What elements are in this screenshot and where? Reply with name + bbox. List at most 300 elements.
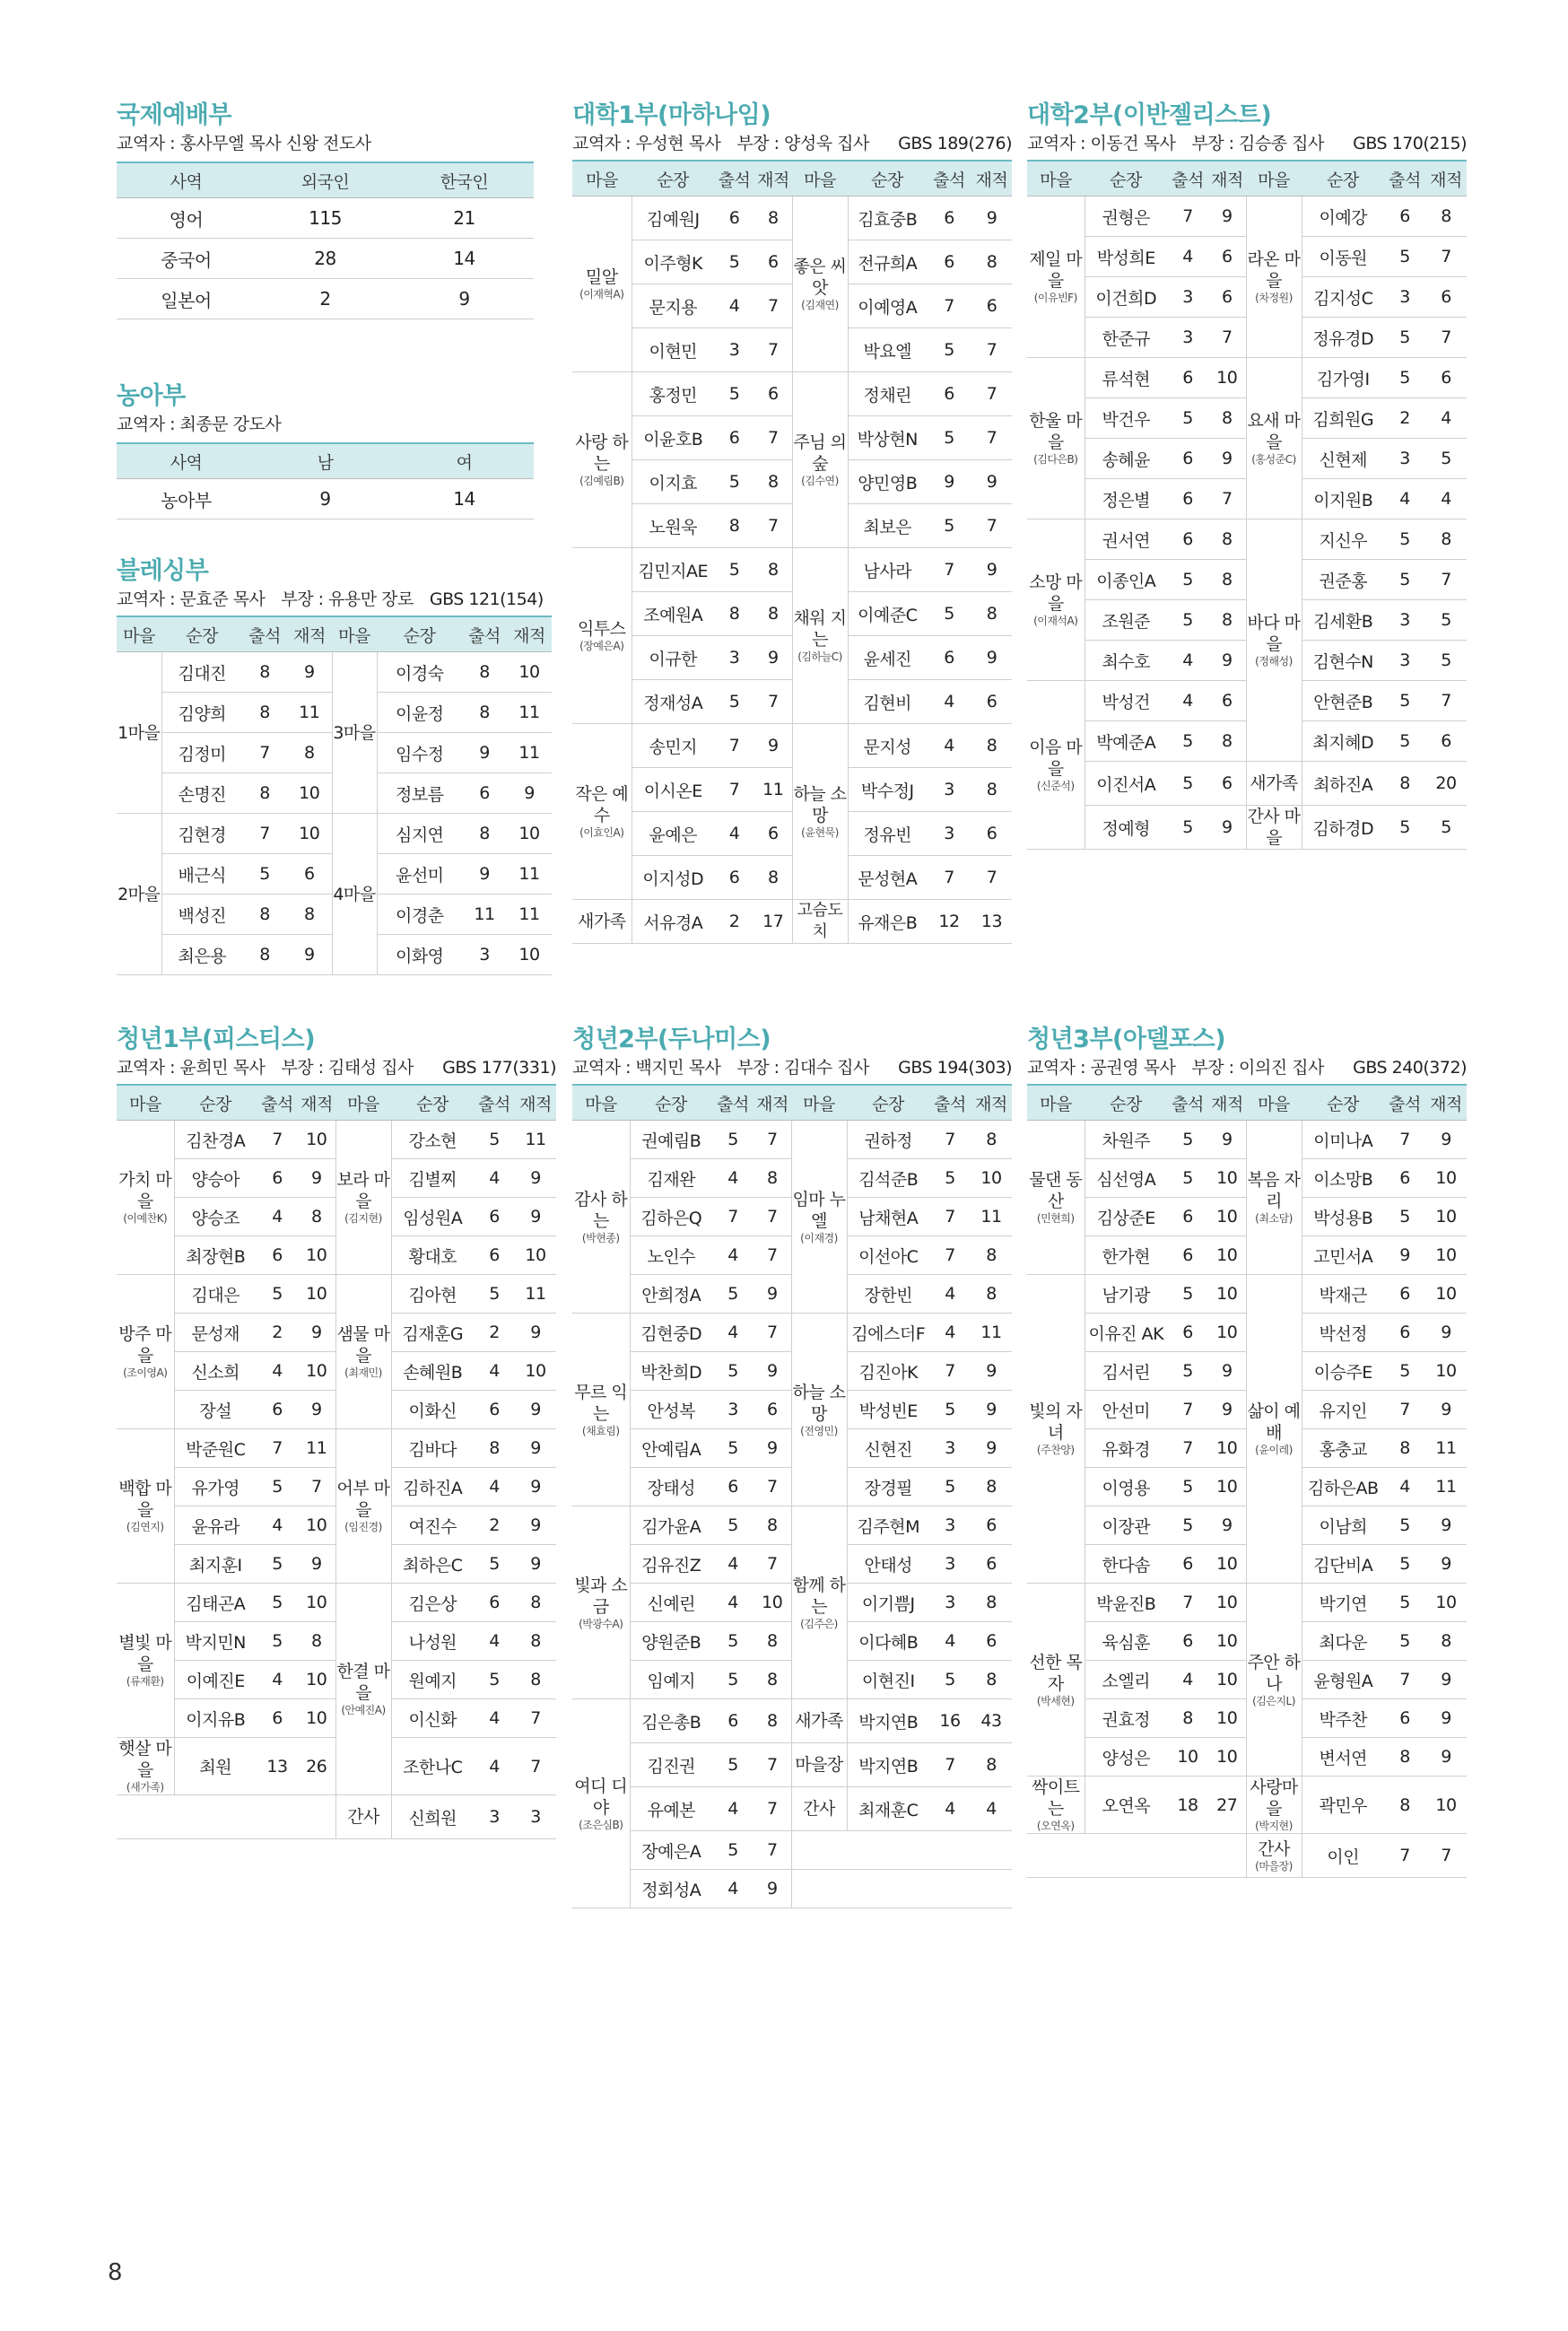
cell: 박성희E: [1085, 237, 1167, 277]
cell: 21: [395, 198, 534, 239]
cell: 7: [1384, 1121, 1425, 1159]
cell: 이화영: [377, 935, 462, 975]
cell: 13: [257, 1738, 298, 1795]
cell: 9: [515, 1391, 556, 1429]
cell: 10: [1208, 1314, 1246, 1352]
cell: 8: [971, 1584, 1012, 1622]
cell: 5: [714, 460, 754, 504]
cell: 김대은: [174, 1275, 257, 1314]
cell: 10: [515, 1352, 556, 1391]
village-leader: (김은지L): [1252, 1694, 1295, 1707]
cell: 11: [507, 895, 552, 935]
cell: 6: [754, 372, 792, 416]
cell: 9: [754, 1870, 791, 1908]
cell: 이윤호B: [632, 416, 714, 460]
cell: 정보름: [377, 773, 462, 814]
table-row: [572, 1699, 1012, 1743]
village-cell: [1246, 1275, 1302, 1584]
village-cell: [117, 1121, 174, 1275]
gbs-count: GBS 170(215): [1353, 134, 1467, 153]
cell: 5: [927, 416, 971, 460]
table-row: [1027, 519, 1467, 560]
section-staff: [117, 587, 552, 612]
cell: 9: [515, 1545, 556, 1584]
empty-cell: [117, 1795, 174, 1839]
cell: 9: [1208, 1352, 1246, 1391]
staff-pastor: 교역자 : 윤희민 목사: [117, 1058, 266, 1078]
cell: 6: [1384, 1275, 1425, 1314]
cell: 백성진: [161, 895, 242, 935]
cell: 43: [971, 1699, 1012, 1743]
village-cell: [791, 1314, 847, 1506]
cell: 이주형K: [632, 240, 714, 284]
cell: 16: [929, 1699, 971, 1743]
village-name: 간사 마을: [1247, 807, 1301, 848]
cell: 5: [712, 1743, 754, 1787]
village-leader: (차정원): [1255, 292, 1293, 304]
cell: 윤유라: [174, 1506, 257, 1545]
cell: 7: [257, 1121, 298, 1159]
cell: 8: [971, 1743, 1012, 1787]
cell: 김현경: [161, 814, 242, 854]
col-header: 재적: [971, 1085, 1012, 1121]
cell: 5: [929, 1661, 971, 1699]
cell: 권준홍: [1302, 560, 1384, 600]
village-cell: [791, 1506, 847, 1699]
cell: 5: [1167, 806, 1208, 850]
cell: 11: [287, 693, 332, 733]
cell: 최하은C: [391, 1545, 474, 1584]
cell: 변서연: [1302, 1738, 1384, 1777]
cell: 10: [1425, 1159, 1467, 1198]
cell: 한다솜: [1085, 1545, 1167, 1584]
cell: 나성원: [391, 1622, 474, 1661]
cell: 윤예은: [632, 812, 714, 856]
cell: 6: [927, 240, 971, 284]
col-header: 출석: [929, 1085, 971, 1121]
cell: 정은별: [1085, 479, 1167, 519]
village-leader: (최소담): [1255, 1212, 1293, 1225]
village-leader: (김재연): [801, 299, 839, 311]
cell: 7: [971, 416, 1012, 460]
cell: 4: [714, 812, 754, 856]
cell: 7: [929, 1236, 971, 1275]
cell: 5: [474, 1545, 515, 1584]
cell: 김가윤A: [630, 1506, 712, 1545]
cell: 서유경A: [632, 900, 714, 944]
cell: 김효중B: [848, 196, 927, 240]
cell: 6: [1384, 1159, 1425, 1198]
cell: 박준원C: [174, 1429, 257, 1468]
cell: 7: [515, 1699, 556, 1738]
cell: 6: [462, 773, 507, 814]
cell: 양승아: [174, 1159, 257, 1198]
cell: 정재성A: [632, 680, 714, 724]
cell: 5: [1167, 1121, 1208, 1159]
cell: 홍충교: [1302, 1429, 1384, 1468]
cell: 7: [754, 1468, 791, 1506]
village-leader: (김다은B): [1033, 453, 1078, 466]
cell: 4: [929, 1314, 971, 1352]
cell: 9: [1208, 806, 1246, 850]
cell: 10: [1208, 1468, 1246, 1506]
cell: 6: [712, 1468, 754, 1506]
cell: 5: [257, 1275, 298, 1314]
cell: 10: [1425, 1275, 1467, 1314]
cell: 7: [754, 1121, 791, 1159]
village-cell: [572, 548, 632, 724]
village-name: 새가족: [795, 1711, 843, 1731]
cell: 10: [971, 1159, 1012, 1198]
cell: 8: [971, 1236, 1012, 1275]
village-cell: [335, 1121, 391, 1275]
cell: 이지성D: [632, 856, 714, 900]
village-name: 싹이트는: [1031, 1777, 1080, 1819]
cell: 5: [927, 504, 971, 548]
staff-pastor: 교역자 : 우성현 목사: [572, 134, 721, 153]
village-name: 한결 마을: [336, 1662, 390, 1703]
village-leader: (임진경): [344, 1521, 382, 1533]
cell: 조한나C: [391, 1738, 474, 1795]
cell: 박윤진B: [1085, 1584, 1167, 1622]
cell: 9: [1425, 1738, 1467, 1777]
table-row: [1027, 1777, 1467, 1834]
cell: 송혜윤: [1085, 439, 1167, 479]
village-cell: [1246, 1834, 1302, 1878]
cell: 9: [287, 652, 332, 693]
cell: 전규희A: [848, 240, 927, 284]
cell: 이화신: [391, 1391, 474, 1429]
section-staff: 교역자 : 최종문 강도사: [117, 415, 282, 434]
cell: 김진아K: [847, 1352, 929, 1391]
cell: 안현준B: [1302, 681, 1384, 721]
cell: 장한빈: [847, 1275, 929, 1314]
cell: 박기연: [1302, 1584, 1384, 1622]
cell: 임성원A: [391, 1198, 474, 1236]
cell: 3: [929, 1429, 971, 1468]
table-row: [572, 900, 1012, 944]
village-name: 복음 자리: [1247, 1170, 1301, 1211]
cell: 4: [929, 1275, 971, 1314]
cell: 7: [515, 1738, 556, 1795]
cell: 11: [515, 1121, 556, 1159]
cell: 8: [1167, 1699, 1208, 1738]
village-cell: [117, 1275, 174, 1429]
gbs-count: GBS 121(154): [429, 589, 544, 609]
cell: 10: [298, 1699, 335, 1738]
cell: 8: [971, 768, 1012, 812]
youth2-table: [572, 1084, 1012, 1908]
village-cell: [1246, 519, 1302, 762]
village-leader: (장예은A): [579, 640, 624, 652]
cell: 5: [712, 1831, 754, 1870]
cell: 박수정J: [848, 768, 927, 812]
cell: 9: [1425, 1391, 1467, 1429]
cell: 정예형: [1085, 806, 1167, 850]
cell: 5: [712, 1121, 754, 1159]
cell: 이기쁨J: [847, 1584, 929, 1622]
cell: 손명진: [161, 773, 242, 814]
village-leader: (조은심B): [579, 1818, 623, 1831]
cell: 9: [1208, 1121, 1246, 1159]
cell: 9: [1384, 1236, 1425, 1275]
blessing-section: [117, 556, 552, 975]
cell: 이규한: [632, 636, 714, 680]
cell: 9: [515, 1314, 556, 1352]
col-header: 재적: [287, 616, 332, 652]
cell: 장예은A: [630, 1831, 712, 1870]
cell: 7: [754, 1545, 791, 1584]
cell: 13: [971, 900, 1012, 944]
cell: 8: [298, 1198, 335, 1236]
cell: 3: [714, 636, 754, 680]
cell: 육심훈: [1085, 1622, 1167, 1661]
cell: 이인: [1302, 1834, 1384, 1878]
cell: 8: [242, 652, 287, 693]
cell: 남사라: [848, 548, 927, 592]
cell: 박재근: [1302, 1275, 1384, 1314]
village-leader: (이효인A): [579, 826, 624, 839]
cell: 곽민우: [1302, 1777, 1384, 1834]
col-header: 출석: [474, 1085, 515, 1121]
cell: 9: [1208, 641, 1246, 681]
village-cell: [572, 196, 632, 372]
cell: 4마을: [332, 814, 377, 975]
village-cell: [792, 724, 848, 900]
col-header: 사역: [117, 443, 256, 479]
col-header: 순장: [847, 1085, 929, 1121]
cell: 6: [1167, 1236, 1208, 1275]
cell: 9: [1208, 439, 1246, 479]
table-row: [1027, 806, 1467, 850]
cell: 5: [1167, 1352, 1208, 1391]
cell: 9: [1425, 1121, 1467, 1159]
cell: 4: [929, 1787, 971, 1831]
youth3-section: [1027, 1025, 1467, 1878]
village-cell: [791, 1699, 847, 1743]
village-cell: [792, 196, 848, 372]
cell: 8: [754, 1622, 791, 1661]
village-name: 삶이 예배: [1247, 1401, 1301, 1443]
section-staff: [1027, 1055, 1467, 1080]
col-header: 재적: [754, 161, 792, 196]
cell: 28: [256, 239, 395, 279]
cell: 농아부: [117, 479, 256, 519]
village-leader: (김수연): [801, 475, 839, 487]
cell: 6: [257, 1391, 298, 1429]
cell: 9: [507, 773, 552, 814]
cell: 3: [1384, 439, 1425, 479]
cell: 이승주E: [1302, 1352, 1384, 1391]
cell: 10: [754, 1584, 791, 1622]
page-number: 8: [108, 2259, 123, 2286]
col-header: 순장: [848, 161, 927, 196]
cell: 노원욱: [632, 504, 714, 548]
cell: 김단비A: [1302, 1545, 1384, 1584]
cell: 8: [754, 1506, 791, 1545]
col-header: 출석: [1384, 161, 1425, 196]
empty-cell: [791, 1870, 847, 1908]
cell: 이경숙: [377, 652, 462, 693]
cell: 3: [1384, 277, 1425, 318]
cell: 정회성A: [630, 1870, 712, 1908]
cell: 11: [507, 693, 552, 733]
deaf-section: [117, 381, 534, 519]
cell: 영어: [117, 198, 256, 239]
cell: 6: [971, 812, 1012, 856]
youth1-table: [117, 1084, 556, 1839]
col-header: 순장: [161, 616, 242, 652]
table-row: [1027, 1275, 1467, 1314]
cell: 최재훈C: [847, 1787, 929, 1831]
cell: 이현진I: [847, 1661, 929, 1699]
section-title: 청년2부(두나미스): [572, 1026, 771, 1053]
cell: 5: [257, 1468, 298, 1506]
village-cell: [572, 1699, 630, 1908]
cell: 박찬희D: [630, 1352, 712, 1391]
village-leader: (박현종): [581, 1231, 620, 1244]
cell: 5: [1167, 1468, 1208, 1506]
blessing-table: [117, 615, 552, 975]
cell: 10: [507, 652, 552, 693]
col-header: 출석: [927, 161, 971, 196]
table-row: [572, 372, 1012, 416]
cell: 4: [1167, 1661, 1208, 1699]
cell: 10: [298, 1661, 335, 1699]
village-leader: (김연지): [126, 1521, 164, 1533]
cell: 14: [395, 479, 534, 519]
cell: 안태성: [847, 1545, 929, 1584]
cell: 8: [1208, 560, 1246, 600]
cell: 4: [474, 1352, 515, 1391]
table-row: [572, 1743, 1012, 1787]
cell: 6: [754, 812, 792, 856]
col-header: 마을: [1246, 161, 1302, 196]
staff-head: 부장 : 김대수 집사: [736, 1058, 869, 1078]
cell: 이경춘: [377, 895, 462, 935]
village-cell: [791, 1121, 847, 1314]
village-leader: (민현희): [1036, 1212, 1075, 1225]
cell: 유예본: [630, 1787, 712, 1831]
cell: 7: [1425, 237, 1467, 277]
cell: 11: [507, 854, 552, 895]
cell: 5: [1167, 560, 1208, 600]
cell: 11: [971, 1198, 1012, 1236]
cell: 8: [1425, 1622, 1467, 1661]
cell: 조예원A: [632, 592, 714, 636]
village-name: 빛과 소금: [574, 1575, 628, 1617]
cell: 5: [1425, 439, 1467, 479]
cell: 3: [515, 1795, 556, 1839]
village-leader: (전영민): [800, 1424, 838, 1437]
empty-cell: [1208, 1834, 1246, 1878]
village-name: 한울 마을: [1029, 411, 1083, 452]
village-name: 익투스: [577, 619, 626, 639]
village-name: 무르 익는: [574, 1382, 628, 1424]
cell: 4: [712, 1584, 754, 1622]
cell: 2: [714, 900, 754, 944]
cell: 8: [1425, 196, 1467, 237]
cell: 6: [1167, 358, 1208, 398]
village-name: 이음 마을: [1029, 738, 1083, 779]
cell: 8: [754, 1661, 791, 1699]
cell: 10: [298, 1121, 335, 1159]
section-staff: [572, 131, 1012, 156]
cell: 양승조: [174, 1198, 257, 1236]
cell: 김현수N: [1302, 641, 1384, 681]
cell: 5: [1384, 806, 1425, 850]
table-row: [117, 479, 534, 519]
empty-cell: [1167, 1834, 1208, 1878]
village-name: 채워 지는: [793, 608, 847, 650]
cell: 27: [1208, 1777, 1246, 1834]
village-cell: [792, 548, 848, 724]
cell: 7: [929, 1352, 971, 1391]
cell: 4: [1425, 479, 1467, 519]
cell: 9: [927, 460, 971, 504]
cell: 4: [927, 724, 971, 768]
cell: 김하은AB: [1302, 1468, 1384, 1506]
cell: 홍정민: [632, 372, 714, 416]
section-title: 블레싱부: [117, 557, 209, 585]
cell: 6: [971, 284, 1012, 328]
cell: 권서연: [1085, 519, 1167, 560]
cell: 김하경D: [1302, 806, 1384, 850]
col-header: 마을: [1246, 1085, 1302, 1121]
col-header: 출석: [242, 616, 287, 652]
empty-cell: [257, 1795, 298, 1839]
cell: 안선미: [1085, 1391, 1167, 1429]
cell: 8: [754, 1699, 791, 1743]
col-header: 순장: [1085, 1085, 1167, 1121]
village-name: 가치 마을: [118, 1170, 172, 1211]
cell: 6: [927, 372, 971, 416]
cell: 3: [929, 1506, 971, 1545]
col-header: 출석: [1167, 1085, 1208, 1121]
cell: 6: [1425, 358, 1467, 398]
col-header: 재적: [971, 161, 1012, 196]
cell: 9: [1425, 1545, 1467, 1584]
section-title: 농아부: [117, 382, 186, 410]
village-name: 샘물 마을: [336, 1324, 390, 1366]
cell: 이종인A: [1085, 560, 1167, 600]
col-header: 마을: [791, 1085, 847, 1121]
section-title: 청년1부(피스티스): [117, 1026, 316, 1053]
cell: 7: [1167, 1391, 1208, 1429]
cell: 8: [242, 773, 287, 814]
cell: 6: [1167, 439, 1208, 479]
col-header: 마을: [117, 1085, 174, 1121]
cell: 8: [971, 1121, 1012, 1159]
col-header: 재적: [515, 1085, 556, 1121]
col-header: 재적: [1425, 1085, 1467, 1121]
cell: 8: [971, 1275, 1012, 1314]
col-header: 마을: [332, 616, 377, 652]
village-name: 보라 마을: [336, 1170, 390, 1211]
cell: 5: [1384, 1198, 1425, 1236]
village-cell: [572, 1121, 630, 1314]
cell: 이소망B: [1302, 1159, 1384, 1198]
cell: 5: [1384, 681, 1425, 721]
village-cell: [791, 1787, 847, 1831]
section-title: 대학1부(마하나임): [572, 101, 771, 129]
cell: 10: [1208, 1159, 1246, 1198]
village-name: 마을장: [795, 1755, 843, 1775]
cell: 남기광: [1085, 1275, 1167, 1314]
cell: 문성재: [174, 1314, 257, 1352]
village-cell: [335, 1584, 391, 1795]
cell: 6: [971, 680, 1012, 724]
